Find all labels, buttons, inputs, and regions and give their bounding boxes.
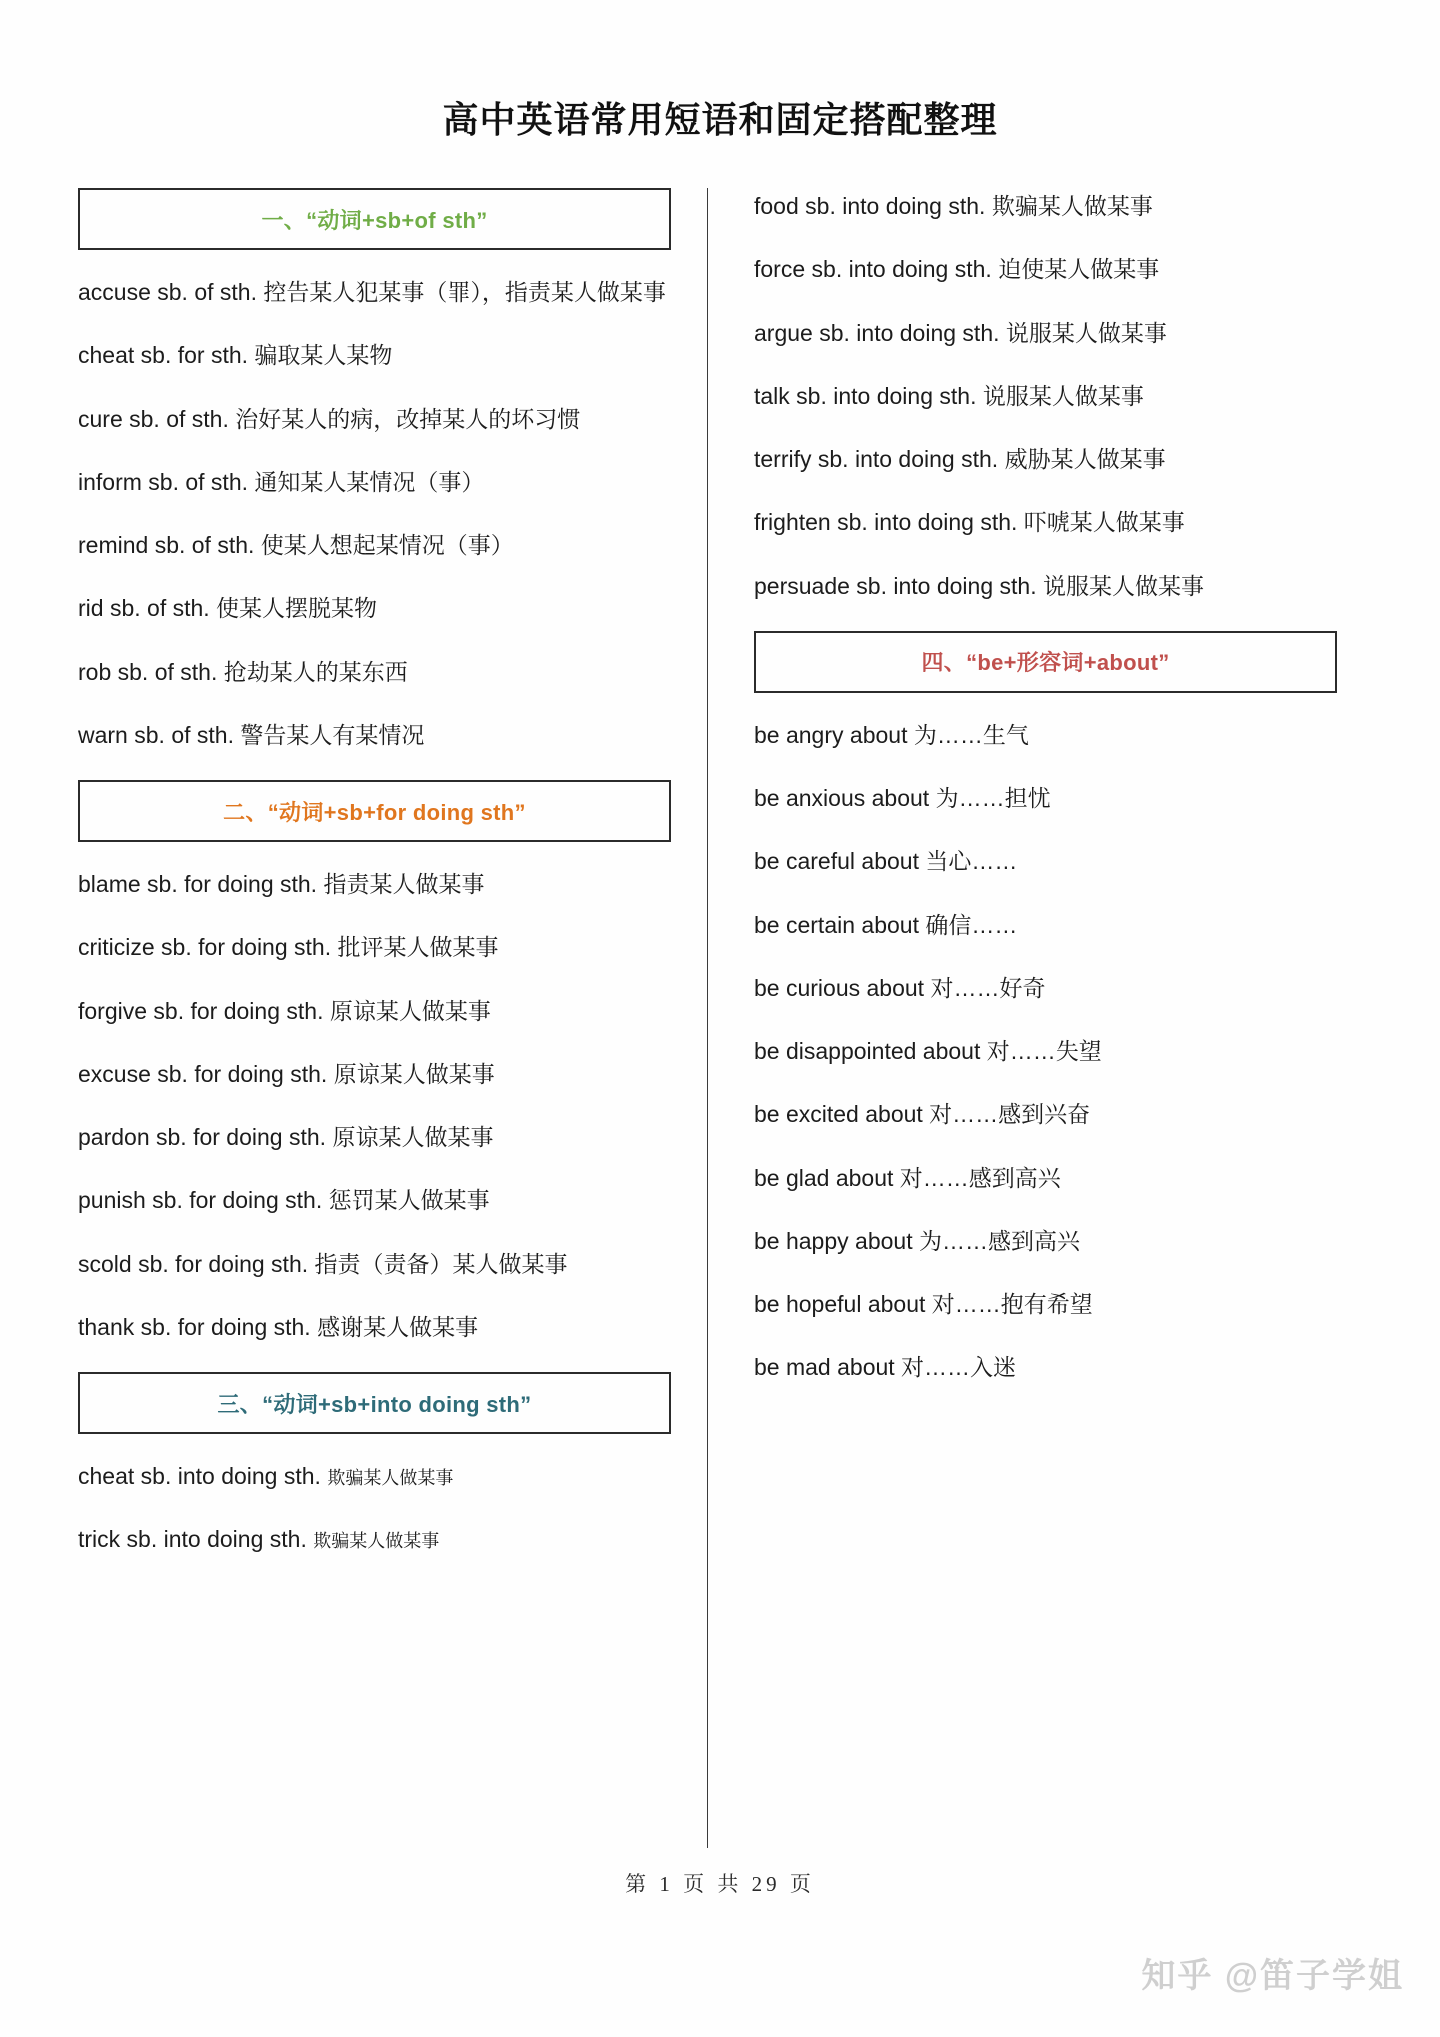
section-1-entries	[78, 274, 671, 754]
phrase-entry: be anxious about 为……担忧	[754, 785, 1051, 811]
phrase-entry: persuade sb. into doing sth. 说服某人做某事	[754, 572, 1204, 599]
phrase-entry: blame sb. for doing sth. 指责某人做某事	[78, 871, 485, 897]
phrase-gloss: 欺骗某人做某事	[313, 1531, 440, 1552]
phrase-entry: be disappointed about 对……失望	[754, 1038, 1102, 1064]
column-divider	[707, 188, 708, 1848]
phrase-entry: scold sb. for doing sth. 指责（责备）某人做某事	[78, 1250, 568, 1277]
phrase-entry: be happy about 为……感到高兴	[754, 1227, 1080, 1254]
left-column	[78, 188, 691, 1848]
watermark: 知乎 @笛子学姐	[1141, 1957, 1404, 1995]
phrase-entry: be careful about 当心……	[754, 848, 1018, 875]
page-title: 高中英语常用短语和固定搭配整理	[442, 99, 998, 140]
phrase-gloss: 欺骗某人做某事	[327, 1468, 454, 1488]
phrase-entry: punish sb. for doing sth. 惩罚某人做某事	[78, 1187, 490, 1214]
phrase-entry: forgive sb. for doing sth. 原谅某人做某事	[78, 997, 491, 1024]
phrase-entry: be curious about 对……好奇	[754, 974, 1046, 1001]
section-2-entries	[78, 866, 671, 1346]
phrase-entry: criticize sb. for doing sth. 批评某人做某事	[78, 934, 499, 961]
phrase-entry	[78, 1521, 671, 1558]
phrase-entry: be angry about 为……生气	[754, 721, 1029, 748]
phrase-entry: thank sb. for doing sth. 感谢某人做某事	[78, 1313, 479, 1340]
phrase-entry: accuse sb. of sth. 控告某人犯某事（罪），指责某人做某事	[78, 279, 666, 305]
phrase-entry: be hopeful about 对……抱有希望	[754, 1291, 1093, 1317]
phrase-entry: terrify sb. into doing sth. 威胁某人做某事	[754, 446, 1166, 472]
section-heading-3: 三、“动词+sb+into doing sth”	[78, 1372, 671, 1434]
phrase-entry: be glad about 对……感到高兴	[754, 1164, 1061, 1191]
phrase-entry: argue sb. into doing sth. 说服某人做某事	[754, 319, 1167, 346]
section-4-entries	[754, 717, 1337, 1387]
phrase-entry: cure sb. of sth. 治好某人的病，改掉某人的坏习惯	[78, 405, 581, 432]
section-heading-1: 一、“动词+sb+of sth”	[78, 188, 671, 250]
section-3-continued-entries	[754, 188, 1337, 605]
phrase-entry: frighten sb. into doing sth. 吓唬某人做某事	[754, 509, 1185, 536]
phrase-english: cheat sb. into doing sth.	[78, 1463, 321, 1489]
phrase-entry: be mad about 对……入迷	[754, 1354, 1017, 1381]
phrase-entry	[78, 1458, 671, 1495]
phrase-entry: inform sb. of sth. 通知某人某情况（事）	[78, 468, 485, 495]
section-heading-4: 四、“be+形容词+about”	[754, 631, 1337, 693]
phrase-entry: food sb. into doing sth. 欺骗某人做某事	[754, 193, 1153, 219]
two-column-body	[78, 188, 1368, 1848]
phrase-entry: pardon sb. for doing sth. 原谅某人做某事	[78, 1124, 494, 1150]
phrase-entry: excuse sb. for doing sth. 原谅某人做某事	[78, 1060, 495, 1087]
phrase-english: trick sb. into doing sth.	[78, 1526, 307, 1553]
section-heading-2: 二、“动词+sb+for doing sth”	[78, 780, 671, 842]
section-3-entries	[78, 1458, 671, 1559]
phrase-entry: rob sb. of sth. 抢劫某人的某东西	[78, 658, 408, 685]
phrase-entry: be excited about 对……感到兴奋	[754, 1101, 1091, 1128]
phrase-entry: cheat sb. for sth. 骗取某人某物	[78, 342, 393, 369]
page-footer: 第 1 页 共 29 页	[625, 1872, 815, 1896]
right-column	[724, 188, 1337, 1848]
phrase-entry: be certain about 确信……	[754, 911, 1018, 938]
phrase-entry: force sb. into doing sth. 迫使某人做某事	[754, 256, 1160, 283]
phrase-entry: talk sb. into doing sth. 说服某人做某事	[754, 382, 1144, 409]
phrase-entry: rid sb. of sth. 使某人摆脱某物	[78, 595, 378, 622]
phrase-entry: warn sb. of sth. 警告某人有某情况	[78, 721, 425, 748]
phrase-entry: remind sb. of sth. 使某人想起某情况（事）	[78, 532, 514, 558]
